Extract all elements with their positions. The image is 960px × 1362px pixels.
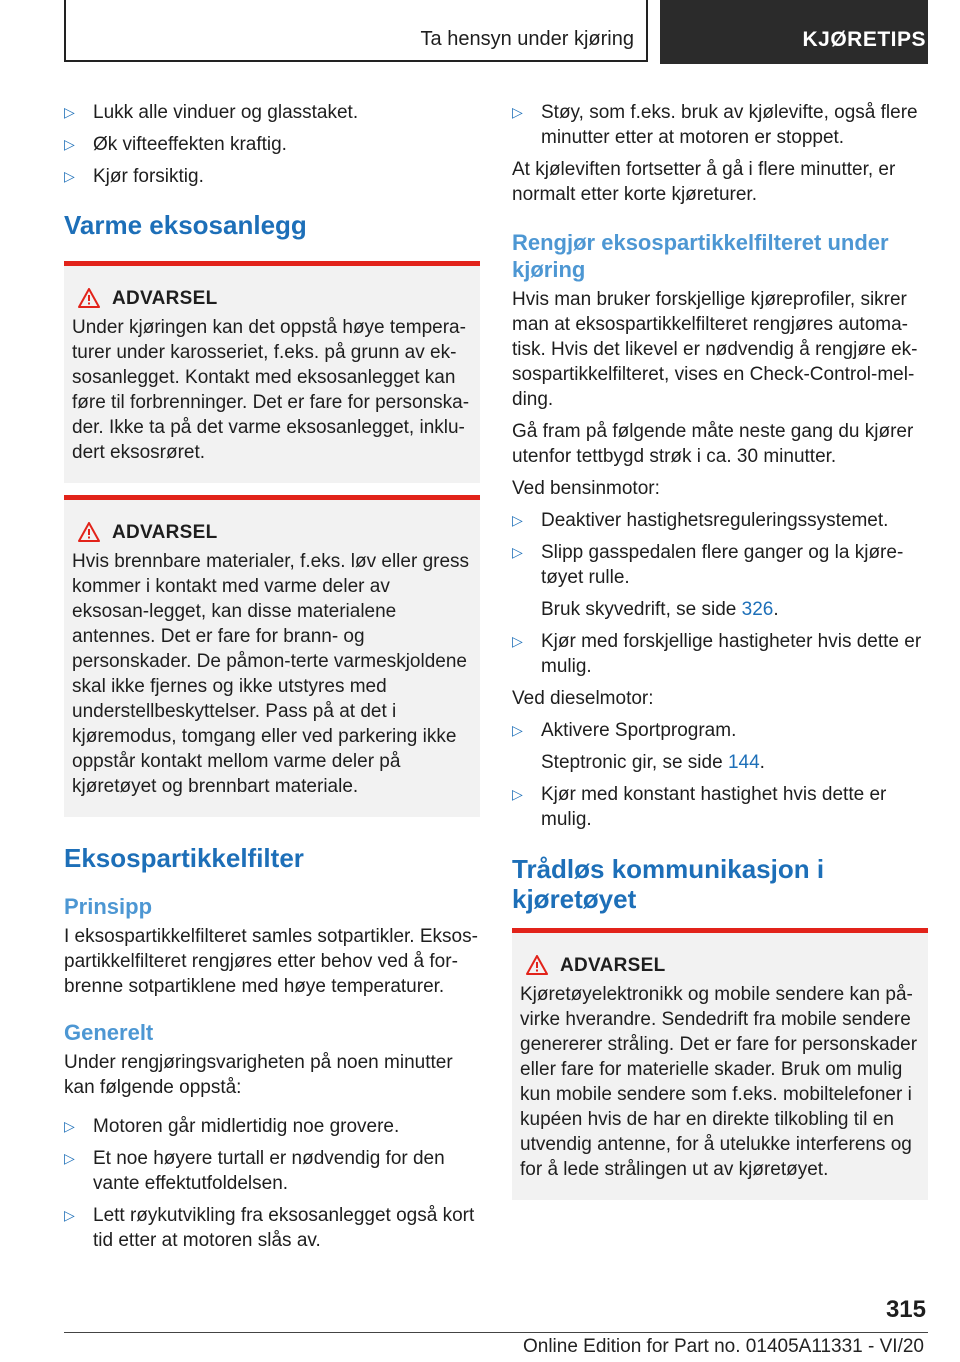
heading-varme-eksosanlegg: Varme eksosanlegg xyxy=(64,210,307,240)
warning-triangle-icon xyxy=(78,522,100,542)
bullet-list-generelt xyxy=(64,1114,480,1253)
triangle-right-icon: ▷ xyxy=(512,544,523,560)
list-item: ▷ Slipp gasspedalen flere ganger og la kjøre-tøyet rulle. Bruk skyvedrift, se side 326. xyxy=(512,542,904,620)
list-item: ▷ Øk vifteeffekten kraftig. xyxy=(64,134,287,155)
triangle-right-icon: ▷ xyxy=(64,168,75,184)
triangle-right-icon: ▷ xyxy=(512,786,523,802)
warning-box xyxy=(512,928,928,1200)
bullet-list-bensin xyxy=(512,508,928,679)
list-item: ▷ Støy, som f.eks. bruk av kjølevifte, også flere minutter etter at motoren er stoppet. xyxy=(512,102,918,148)
heading-generelt: Generelt xyxy=(64,1020,154,1045)
list-item: ▷ Motoren går midlertidig noe grovere. xyxy=(64,1116,400,1137)
right-column xyxy=(512,100,928,1200)
warning-text: Under kjøringen kan det oppstå høye tempera-turer under karosseriet, f.eks. på grunn av ek-sosanlegget. Kontakt med eksosanlegget kan føre til forbrenninger. Det er fare for personska-der. Ikke ta på det varme eksosanlegget, inklu-dert eksosrøret. xyxy=(72,317,470,463)
warning-box xyxy=(64,495,480,817)
list-item: ▷ Lett røykutvikling fra eksosanlegget også kort tid etter at motoren slås av. xyxy=(64,1205,475,1251)
footer-divider xyxy=(64,1332,928,1333)
warning-title: ADVARSEL xyxy=(560,955,666,976)
paragraph-rengjor-1: Hvis man bruker forskjellige kjøreprofiler, sikrer man at eksospartikkelfilteret rengjøres automa-tisk. Hvis det likevel er nødvendig å rengjøre ek-sospartikkelfilteret, vises en Check-Control-mel-ding. xyxy=(512,289,918,410)
warning-text: Hvis brennbare materialer, f.eks. løv eller gress kommer i kontakt med varme deler av eksosan-legget, kan disse materialene antennes. Det er fare for brann- og personskader. De påmon-terte varmeskjoldene skal ikke fjernes og ikke utstyres med understellbeskyttelser. Pass på at det i kjøremodus, tomgang eller ved parkering ikke oppstår kontakt mellom varme deler på kjøretøyet og brennbart materiale. xyxy=(72,551,470,797)
header-chapter-tab xyxy=(660,0,928,64)
heading-prinsipp: Prinsipp xyxy=(64,894,153,919)
warning-title: ADVARSEL xyxy=(112,288,218,309)
paragraph-generelt: Under rengjøringsvarigheten på noen minutter kan følgende oppstå: xyxy=(64,1052,453,1098)
list-item: ▷ Deaktiver hastighetsreguleringssystemet. xyxy=(512,510,889,531)
page-number: 315 xyxy=(885,1296,926,1323)
paragraph-prinsipp: I eksospartikkelfilteret samles sotpartikler. Eksos-partikkelfilteret rengjøres etter behov ved å for-brenne sotpartiklene med høye temperaturer. xyxy=(64,926,478,997)
list-item: ▷ Kjør med konstant hastighet hvis dette er mulig. xyxy=(512,784,887,830)
triangle-right-icon: ▷ xyxy=(64,136,75,152)
triangle-right-icon: ▷ xyxy=(64,104,75,120)
list-item: ▷ Et noe høyere turtall er nødvendig for den vante effektutfoldelsen. xyxy=(64,1148,445,1194)
bullet-list-diesel xyxy=(512,718,928,832)
warning-title: ADVARSEL xyxy=(112,522,218,543)
triangle-right-icon: ▷ xyxy=(512,104,523,120)
page-header xyxy=(64,0,928,64)
triangle-right-icon: ▷ xyxy=(512,722,523,738)
warning-box xyxy=(64,261,480,483)
heading-rengjor: Rengjør eksospartikkelfilteret under kjøring xyxy=(512,230,889,282)
list-item: ▷ Kjør forsiktig. xyxy=(64,166,204,187)
triangle-right-icon: ▷ xyxy=(512,512,523,528)
warning-triangle-icon xyxy=(78,288,100,308)
paragraph-bensinmotor: Ved bensinmotor: xyxy=(512,478,660,499)
triangle-right-icon: ▷ xyxy=(512,633,523,649)
page-ref-link[interactable]: 326 xyxy=(741,599,774,620)
warning-triangle-icon xyxy=(526,955,548,975)
heading-tradlos-kommunikasjon: Trådløs kommunikasjon i kjøretøyet xyxy=(512,854,825,914)
warning-text: Kjøretøyelektronikk og mobile sendere kan på-virke hverandre. Sendedrift fra mobile sendere genererer stråling. Det er fare for personskader eller fare for materielle skader. Bruk om mulig kun mobile sendere som f.eks. mobiltelefoner i kupéen hvis de har en direkte tilkobling til en utvendig antenne, for å utelukke interferens og for å lede strålingen ut av kjøretøyet. xyxy=(520,984,918,1180)
footer-edition: Online Edition for Part no. 01405A11331 - VI/20 xyxy=(522,1336,924,1357)
page-ref-link[interactable]: 144 xyxy=(727,752,760,773)
paragraph-kjolevifte: At kjøleviften fortsetter å gå i flere minutter, er normalt etter korte kjøreturer. xyxy=(512,159,896,205)
paragraph-rengjor-2: Gå fram på følgende måte neste gang du kjører utenfor tettbygd strøk i ca. 30 minutter. xyxy=(512,421,914,467)
header-section-title: Ta hensyn under kjøring xyxy=(420,28,634,50)
paragraph-dieselmotor: Ved dieselmotor: xyxy=(512,688,654,709)
triangle-right-icon: ▷ xyxy=(64,1118,75,1134)
triangle-right-icon: ▷ xyxy=(64,1207,75,1223)
list-item: ▷ Aktivere Sportprogram. Steptronic gir, se side 144. xyxy=(512,720,765,773)
bullet-list-stoy xyxy=(512,100,928,150)
triangle-right-icon: ▷ xyxy=(64,1150,75,1166)
left-column xyxy=(64,100,480,1267)
list-item: ▷ Kjør med forskjellige hastigheter hvis dette er mulig. xyxy=(512,631,922,677)
heading-eksospartikkelfilter: Eksospartikkelfilter xyxy=(64,843,304,873)
header-chapter-title: KJØRETIPS xyxy=(802,28,926,51)
bullet-list-top xyxy=(64,100,480,189)
header-section-tab xyxy=(64,0,648,62)
list-item: ▷ Lukk alle vinduer og glasstaket. xyxy=(64,102,359,123)
